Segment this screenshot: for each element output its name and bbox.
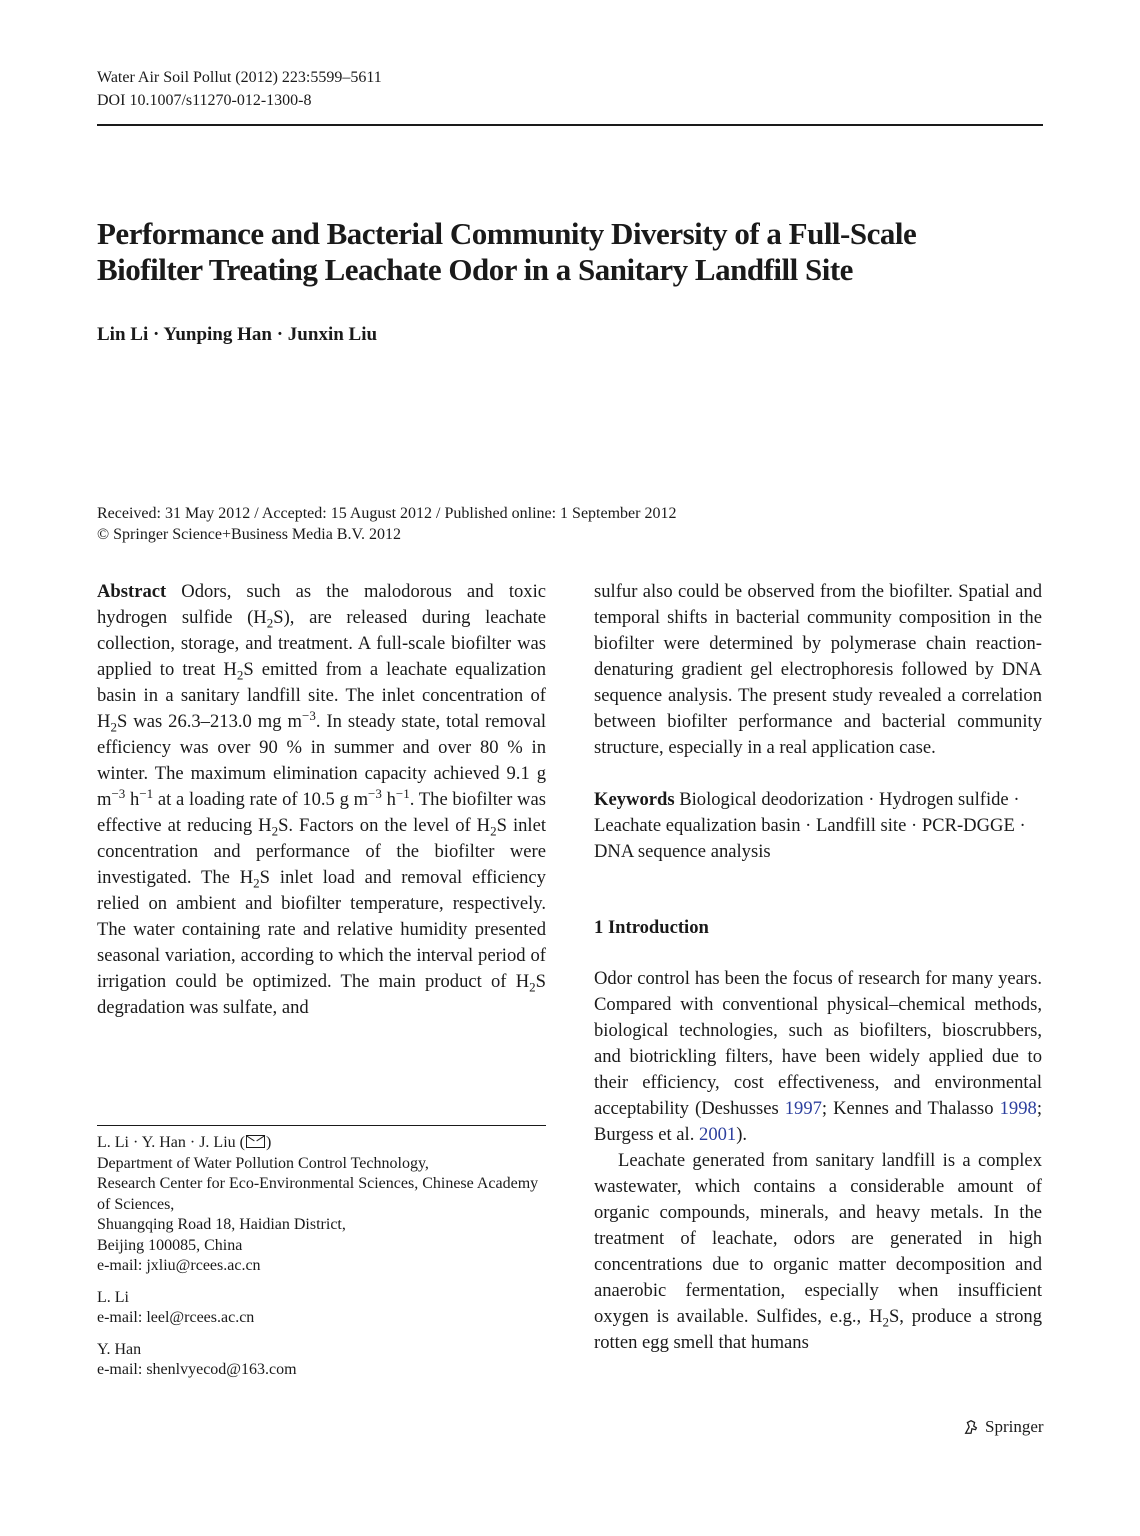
publisher-logo — [962, 1417, 1044, 1437]
affiliations — [97, 1133, 546, 1381]
department: Department of Water Pollution Control Technology, — [97, 1154, 429, 1172]
left-column — [97, 579, 546, 1021]
header-rule — [97, 124, 1043, 126]
email-liu[interactable]: e-mail: jxliu@rcees.ac.cn — [97, 1257, 261, 1274]
publication-dates — [97, 503, 676, 545]
corresponding-authors: L. Li · Y. Han · J. Liu ( ) — [97, 1134, 272, 1151]
author-han: Y. Han — [97, 1340, 142, 1358]
author-li: L. Li — [97, 1288, 129, 1306]
citation-link[interactable]: 2001 — [699, 1124, 737, 1145]
intro-paragraph-1: Odor control has been the focus of research for many years. Compared with conventional physical–chemical methods, biological technologies, such as biofilters, bioscrubbers, and biotrickling filters, have been widely applied due to their efficiency, cost effectiveness, and environmental acceptability (Deshusses 1997; Kennes and Thalasso 1998; Burgess et al. 2001). — [594, 968, 1042, 1145]
right-column — [594, 579, 1042, 1356]
author-list: Lin Li · Yunping Han · Junxin Liu — [97, 324, 378, 345]
keywords-text: Biological deodorization · Hydrogen sulfide · Leachate equalization basin · Landfill site · PCR-DGGE · DNA sequence analysis — [594, 789, 1026, 862]
history-line: Received: 31 May 2012 / Accepted: 15 August 2012 / Published online: 1 September 2012 — [97, 505, 677, 522]
envelope-icon — [246, 1135, 265, 1148]
footnote-rule — [97, 1125, 546, 1126]
abstract: Abstract Odors, such as the malodorous and toxic hydrogen sulfide $(H_2S)$, are released during leachate collection, storage, and treatment. A full-scale biofilter was applied to treat $H_2S$ emitted from a leachate equalization basin in a sanitary landfill site. The inlet concentration of $H_2S$ was 26.3–213.0 mg $m^{-3}$. In steady state, total removal efficiency was over 90 % in summer and over 80 % in winter. The maximum elimination capacity achieved 9.1 g $m^{-3}$ $h^{-1}$ at a loading rate of 10.5 g $m^{-3}$ $h^{-1}$. The biofilter was effective at reducing $H_2S$. Factors on the level of $H_2S$ inlet concentration and performance of the biofilter were investigated. The $H_2S$ inlet load and removal efficiency relied on ambient and biofilter temperature, respectively. The water containing rate and relative humidity presented seasonal variation, according to which the interval period of irrigation could be optimized. The main product of $H_2S$ degradation was sulfate, and — [97, 581, 547, 1018]
journal-header — [97, 66, 382, 112]
email-li[interactable]: e-mail: leel@rcees.ac.cn — [97, 1309, 255, 1326]
abstract-label: Abstract — [97, 581, 167, 602]
publisher-name: Springer — [985, 1417, 1044, 1436]
keywords — [594, 787, 1042, 865]
doi: DOI 10.1007/s11270-012-1300-8 — [97, 92, 312, 109]
email-han[interactable]: e-mail: shenlvyecod@163.com — [97, 1361, 297, 1378]
research-center: Research Center for Eco-Environmental Sciences, Chinese Academy of Sciences, — [97, 1175, 539, 1213]
citation-link[interactable]: 1997 — [784, 1098, 822, 1119]
city-address: Beijing 100085, China — [97, 1236, 243, 1254]
springer-horse-icon — [962, 1418, 980, 1436]
intro-paragraph-2: Leachate generated from sanitary landfill is a complex wastewater, which contains a considerable amount of organic compounds, minerals, and heavy metals. In the treatment of leachate, odors are generated in high concentrations due to organic matter decomposition and anaerobic fermentation, especially when insufficient oxygen is available. Sulfides, e.g., $H_2S$, produce a strong rotten egg smell that humans — [594, 1150, 1043, 1353]
section-heading-introduction: 1 Introduction — [594, 917, 709, 938]
street-address: Shuangqing Road 18, Haidian District, — [97, 1216, 346, 1233]
keywords-label: Keywords — [594, 789, 675, 810]
copyright-line: © Springer Science+Business Media B.V. 2012 — [97, 526, 401, 543]
abstract-continued: sulfur also could be observed from the biofilter. Spatial and temporal shifts in bacterial community composition in the biofilter were determined by polymerase chain reaction-denaturing gradient gel electrophoresis followed by DNA sequence analysis. The present study revealed a correlation between biofilter performance and bacterial community structure, especially in a real application case. — [594, 581, 1042, 758]
title-line-1: Performance and Bacterial Community Diversity of a Full-Scale — [97, 216, 917, 251]
journal-citation: Water Air Soil Pollut (2012) 223:5599–5611 — [97, 69, 382, 86]
citation-link[interactable]: 1998 — [999, 1098, 1037, 1119]
title-line-2: Biofilter Treating Leachate Odor in a Sanitary Landfill Site — [97, 252, 853, 287]
article-title — [97, 216, 1043, 288]
